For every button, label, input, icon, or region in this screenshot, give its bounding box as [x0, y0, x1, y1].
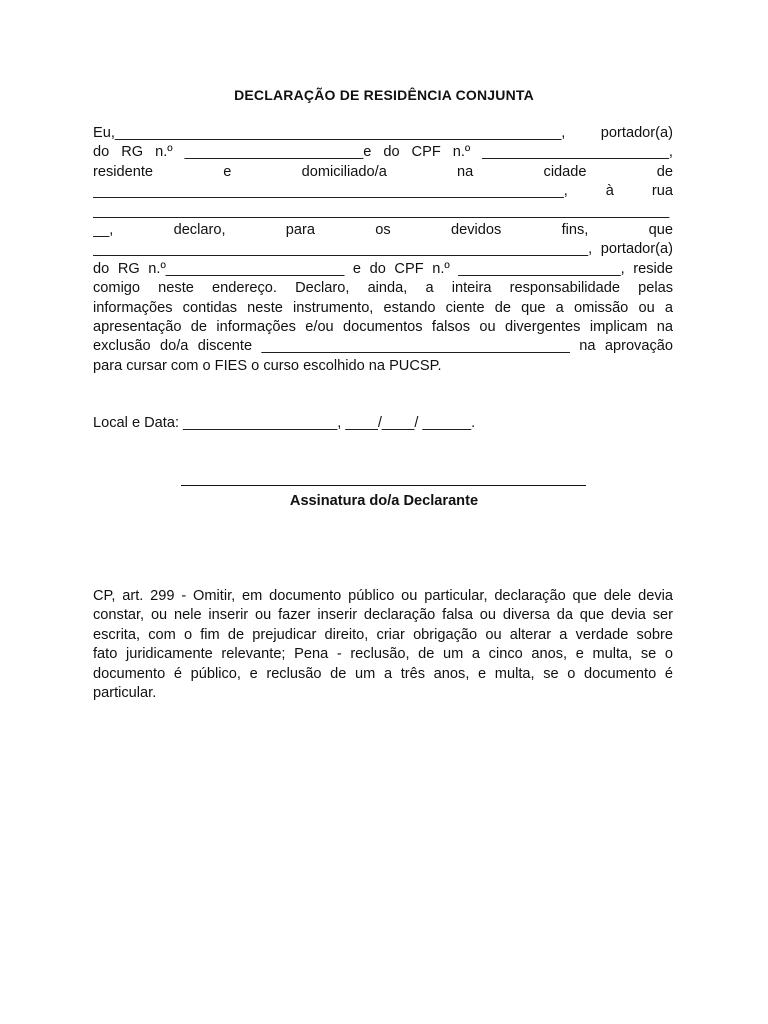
body-line: comigo neste endereço. Declaro, ainda, a inteira responsabilidade pelas	[93, 280, 673, 297]
body-line: apresentação de informações e/ou documentos falsos ou divergentes implicam na	[93, 318, 673, 335]
legal-note-line: documento é público, e reclusão de um a três anos, e multa, se o documento é	[93, 665, 673, 682]
body-line: do RG n.º______________________ e do CPF n.º ____________________, reside	[93, 260, 673, 277]
document-title: DECLARAÇÃO DE RESIDÊNCIA CONJUNTA	[234, 87, 534, 103]
body-line: exclusão do/a discente ______________________________________ na aprovação	[93, 338, 673, 355]
local-and-date: Local e Data: ___________________, ____/____/ ______.	[93, 415, 476, 431]
body-line: para cursar com o FIES o curso escolhido na PUCSP.	[93, 357, 442, 374]
declaration-body	[93, 124, 673, 376]
legal-note-line: fato juridicamente relevante; Pena - reclusão, de um a cinco anos, e multa, se o	[93, 646, 673, 663]
body-line: __________________________________________________________, à rua	[93, 183, 673, 200]
body-line: do RG n.º ______________________e do CPF n.º _______________________,	[93, 144, 673, 161]
legal-note-line: constar, ou nele inserir ou fazer inserir declaração falsa ou diversa da que devia ser	[93, 607, 673, 624]
body-line: _______________________________________________________________________	[93, 202, 670, 219]
body-line: residente e domiciliado/a na cidade de	[93, 163, 673, 180]
signature-label: Assinatura do/a Declarante	[289, 493, 479, 509]
legal-note-line: CP, art. 299 - Omitir, em documento público ou particular, declaração que dele devia	[93, 588, 673, 604]
body-line: informações contidas neste instrumento, estando ciente de que a omissão ou a	[93, 299, 673, 316]
body-line: __, declaro, para os devidos fins, que	[93, 221, 673, 238]
body-line: _____________________________________________________________, portador(a)	[93, 241, 673, 258]
body-line: Eu,_______________________________________________________, portador(a)	[93, 125, 673, 141]
legal-note-line: particular.	[93, 684, 157, 701]
legal-note-line: escrita, com o fim de prejudicar direito, criar obrigação ou alterar a verdade sobre	[93, 626, 673, 643]
signature-line	[181, 485, 586, 486]
legal-note	[93, 587, 673, 703]
